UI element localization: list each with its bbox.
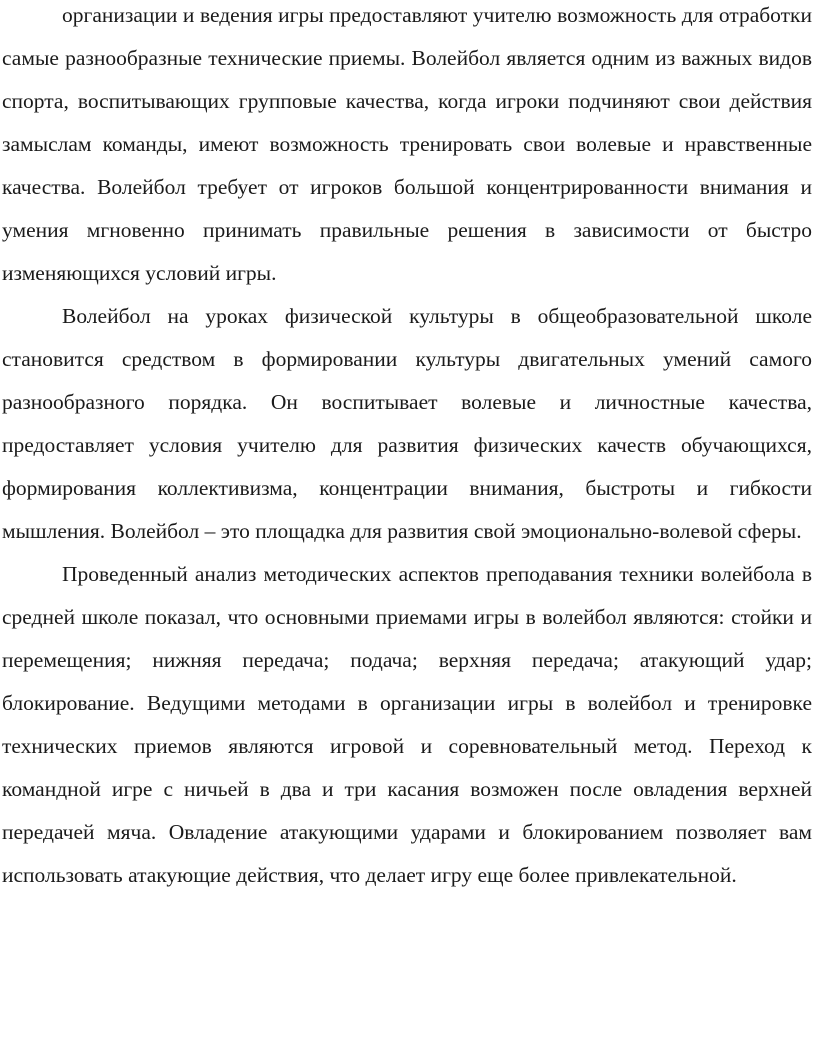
paragraph-2: Волейбол на уроках физической культуры в общеобразовательной школе становится средством в формировании культуры двигательных умений самого разнообразного порядка. Он воспитывает волевые и личностные качества, предоставляет условия учителю для развития физических качеств обучающихся, формирования коллективизма, концентрации внимания, быстроты и гибкости мышления. Волейбол – это площадка для развития свой эмоционально-волевой сферы. (2, 304, 812, 543)
paragraph-3: Проведенный анализ методических аспектов преподавания техники волейбола в средней школе показал, что основными приемами игры в волейбол являются: стойки и перемещения; нижняя передача; подача; верхняя передача; атакующий удар; блокирование. Ведущими методами в организации игры в волейбол и тренировке технических приемов являются игровой и соревновательный метод. Переход к командной игре с ничьей в два и три касания возможен после овладения верхней передачей мяча. Овладение атакующими ударами и блокированием позволяет вам использовать атакующие действия, что делает игру еще более привлекательной. (2, 562, 812, 887)
paragraph-1: организации и ведения игры предоставляют учителю возможность для отработки самые разнообразные технические приемы. Волейбол является одним из важных видов спорта, воспитывающих групповые качества, когда игроки подчиняют свои действия замыслам команды, имеют возможность тренировать свои волевые и нравственные качества. Волейбол требует от игроков большой концентрированности внимания и умения мгновенно принимать правильные решения в зависимости от быстро изменяющихся условий игры. (2, 3, 812, 285)
